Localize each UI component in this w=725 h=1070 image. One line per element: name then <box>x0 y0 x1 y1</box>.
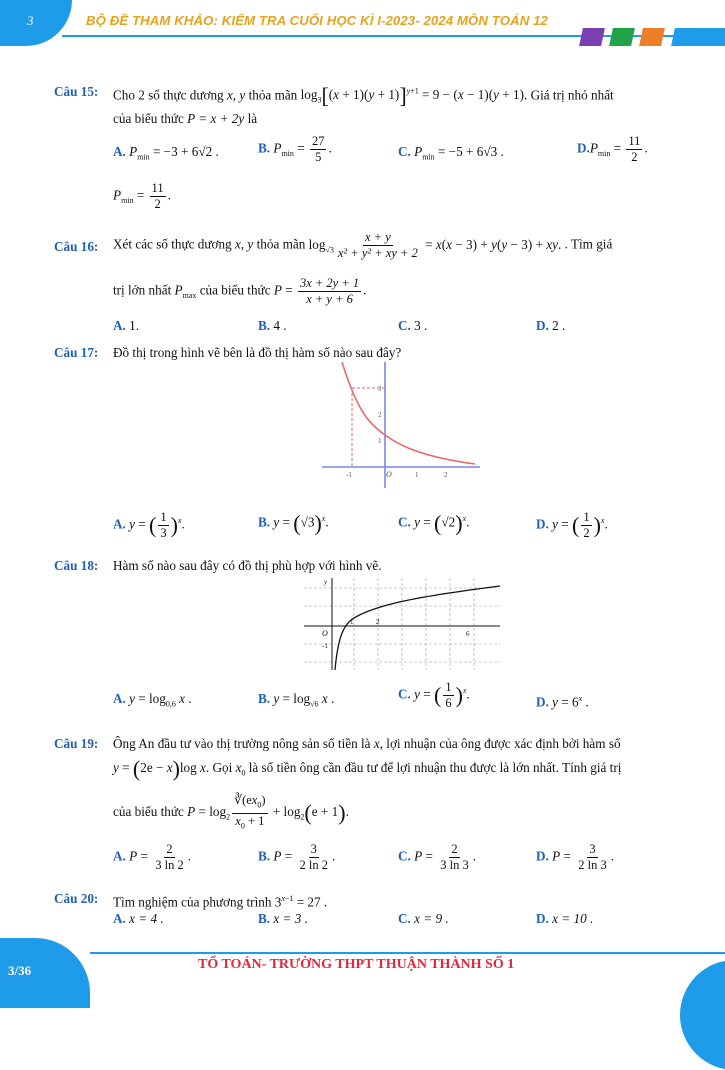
q15-option-b[interactable]: B. $P_{min}$ = $\frac{27}{5}$ . <box>258 134 332 164</box>
q19-option-b[interactable]: B. P = $\frac{3}{2 \ln 2}$ . <box>258 842 336 872</box>
q18-option-c[interactable]: C. y = ( $\frac{1}{6}$ )$^x$. <box>398 680 470 710</box>
q19-option-c[interactable]: C. P = $\frac{2}{3 \ln 3}$ . <box>398 842 476 872</box>
q15-statement <box>113 83 614 110</box>
svg-text:3: 3 <box>378 385 382 393</box>
q19-option-d[interactable]: D. P = $\frac{3}{2 \ln 3}$ . <box>536 842 614 872</box>
q20-option-d[interactable]: D. x = 10 . <box>536 911 594 926</box>
q15-option-c[interactable]: C. $P_{min} = -5 + 6√3$ . <box>398 144 504 162</box>
q15-text1: Cho 2 số thực dương <box>113 87 224 103</box>
svg-text:-1: -1 <box>322 642 328 650</box>
q17-option-b[interactable]: B. $y = (√3)^x$. <box>258 510 329 536</box>
q16-equation: $\log_{√3}$ $\frac{x + y}{\text{x² + y² + xy + 2}}$ = x(x − 3) + y(y − 3) + xy. <box>308 230 562 260</box>
q15-expr: P = x + 2y <box>187 111 245 126</box>
svg-text:O: O <box>386 470 392 479</box>
q15-option-a[interactable]: A. $P_{min} = -3 + 6√2$ . <box>113 144 219 162</box>
footer-rule <box>90 952 725 954</box>
header-title: BỘ ĐỀ THAM KHẢO: KIỂM TRA CUỐI HỌC KÌ I-2023- 2024 MÔN TOÁN 12 <box>86 13 548 28</box>
q16-option-d[interactable]: D. 2 . <box>536 318 566 333</box>
svg-text:y: y <box>324 578 328 586</box>
svg-text:1: 1 <box>350 618 354 626</box>
q16-statement: Xét các số thực dương x, y thỏa mãn $\log_{√3}$ $\frac{x + y}{\text{x² + y² + xy + 2}}$ = x(x − 3) + y(y − 3) + xy. . Tìm giá <box>113 230 613 260</box>
footer-page-number: 3/36 <box>8 963 32 978</box>
q16-option-b[interactable]: B. 4 . <box>258 318 287 333</box>
q15-option-d[interactable]: $D.P_{min}$ = $\frac{11}{2}$ . <box>577 134 648 164</box>
q15-text2: thỏa mãn <box>248 87 298 103</box>
svg-text:2: 2 <box>376 618 380 626</box>
q15-equation: $\log_3[(x + 1)(y + 1)]^{y+1} = 9 - (x - 1)(y + 1)$ <box>300 83 524 109</box>
q19-line3: của biểu thức $P = \log_2$ $\frac{∛(ex_0)}{x_0 + 1}$ + $\log_2(e + 1)$. <box>113 793 349 830</box>
header-page-badge <box>0 0 72 46</box>
q15 <box>54 83 98 101</box>
q15-option-d-repeat: $P_{min}$ = $\frac{11}{2}$ . <box>113 181 171 211</box>
q17-option-d[interactable]: D. y = ( $\frac{1}{2}$ )$^x$. <box>536 510 608 540</box>
q20: Câu 20: <box>54 891 99 906</box>
q17-option-a[interactable]: A. y = ( $\frac{1}{3}$ )$^x$. <box>113 510 185 540</box>
q16-option-a[interactable]: A. 1. <box>113 318 140 333</box>
q18-graph <box>302 576 502 672</box>
q17: Câu 17: <box>54 345 99 360</box>
q19-option-a[interactable]: A. P = $\frac{2}{3 \ln 2}$ . <box>113 842 191 872</box>
q20-option-b[interactable]: B. x = 3 . <box>258 911 308 926</box>
q15-label: Câu 15: <box>54 84 99 99</box>
q16-option-c[interactable]: C. 3 . <box>398 318 428 333</box>
q17-option-c[interactable]: C. $y = (√2)^x$. <box>398 510 470 536</box>
header-color-bars <box>578 28 725 46</box>
q18-text: Hàm số nào sau đây có đồ thị phù hợp với hình vẽ. <box>113 558 382 573</box>
q18-option-a[interactable]: A. $y = \log_{0,6} x$ . <box>113 691 192 709</box>
q20-option-c[interactable]: C. x = 9 . <box>398 911 449 926</box>
q16-label: Câu 16: <box>54 239 99 254</box>
svg-text:2: 2 <box>378 411 382 419</box>
q16 <box>54 238 98 256</box>
footer-corner-decoration <box>680 960 725 1070</box>
header-page-number: 3 <box>27 13 34 28</box>
svg-text:1: 1 <box>378 437 382 445</box>
svg-text:2: 2 <box>444 471 448 479</box>
q20-text: Tìm nghiệm của phương trình $3^{x-1} = 27$ . <box>113 894 328 910</box>
q19-line2: y = (2e − x)log x. Gọi $x_0$ là số tiền ông cần đầu tư để lợi nhuận thu được là lớn nhất. Tính giá trị <box>113 755 622 781</box>
q17-text: Đồ thị trong hình vẽ bên là đồ thị hàm số nào sau đây? <box>113 345 402 360</box>
q15-text3: . Giá trị nhỏ nhất <box>523 87 614 103</box>
svg-text:-1: -1 <box>346 471 352 479</box>
q15-vars: x, y <box>226 87 246 103</box>
q16-line2: trị lớn nhất $P_{max}$ của biểu thức P = $\frac{3x + 2y + 1}{x + y + 6}$ . <box>113 276 367 306</box>
q19: Câu 19: <box>54 736 99 751</box>
q17-graph <box>320 360 482 490</box>
q20-option-a[interactable]: A. x = 4 . <box>113 911 164 926</box>
svg-text:O: O <box>322 629 328 638</box>
svg-text:6: 6 <box>466 630 470 638</box>
q15-line2: của biểu thức P = x + 2y là <box>113 111 258 126</box>
q19-line1: Ông An đầu tư vào thị trường nông sản số tiền là x, lợi nhuận của ông được xác định bởi hàm số <box>113 736 621 751</box>
q18-option-d[interactable]: D. $y = 6^x$ . <box>536 694 589 710</box>
q18: Câu 18: <box>54 558 99 573</box>
q18-option-b[interactable]: B. $y = \log_{√6} x$ . <box>258 691 335 709</box>
footer-school: TỔ TOÁN- TRƯỜNG THPT THUẬN THÀNH SỐ 1 <box>198 957 515 972</box>
svg-text:1: 1 <box>415 471 419 479</box>
